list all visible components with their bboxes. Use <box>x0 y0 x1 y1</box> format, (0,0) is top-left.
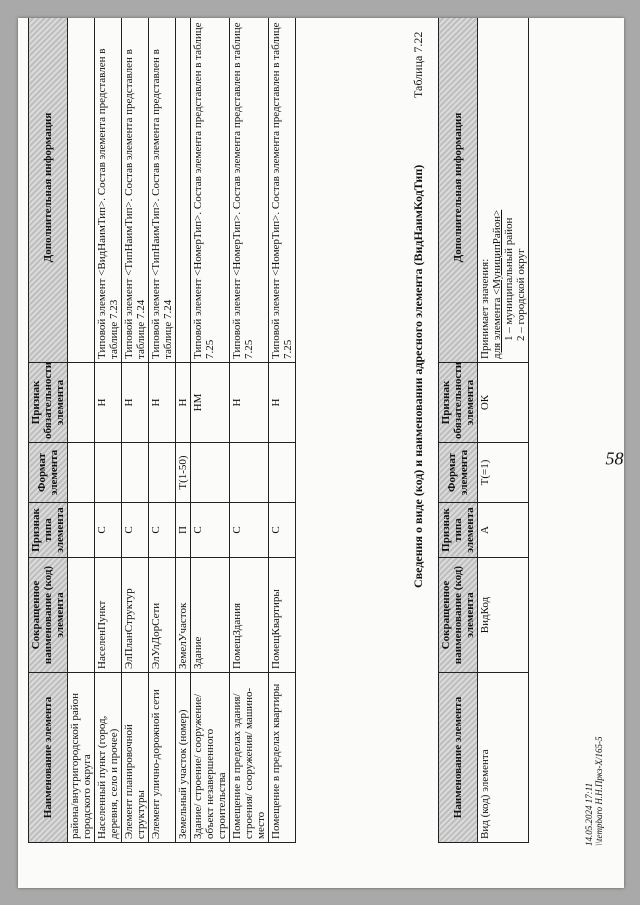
cell-code: ЭлПланСтруктур <box>122 558 149 673</box>
cell-name: Помещение в пределах здания/ строения/ сооружения/ машино-место <box>230 673 269 843</box>
cell-format <box>122 443 149 503</box>
cell-name: Помещение в пределах квартиры <box>269 673 296 843</box>
cell-code: ЗемелУчасток <box>176 558 191 673</box>
cell-format <box>230 443 269 503</box>
header-type: Признак типа элемента <box>29 503 68 558</box>
cell-type: С <box>191 503 230 558</box>
header-info: Дополнительная информация <box>439 18 478 363</box>
cell-info <box>478 18 529 363</box>
table-row <box>122 18 149 843</box>
cell-name: Элемент планировочной структуры <box>122 673 149 843</box>
cell-code: ЭлУлДорСети <box>149 558 176 673</box>
cell-required: ОК <box>478 363 529 443</box>
cell-format <box>68 443 95 503</box>
cell-required: Н <box>176 363 191 443</box>
footer-stamp <box>584 736 604 846</box>
cell-format <box>149 443 176 503</box>
cell-required: Н <box>95 363 122 443</box>
cell-type: С <box>149 503 176 558</box>
footer-path: \\tempbaro Н.Н.Пркз-Х/165-5 <box>594 736 604 846</box>
cell-info <box>68 18 95 363</box>
cell-type: С <box>230 503 269 558</box>
header-code: Сокращенное наименование (код) элемента <box>29 558 68 673</box>
address-elements-table <box>28 18 296 843</box>
cell-info: Типовой элемент <ТипНаимТип>. Состав элемента представлен в таблице 7.24 <box>149 18 176 363</box>
table-row <box>95 18 122 843</box>
cell-code: ПомещКвартиры <box>269 558 296 673</box>
cell-type: С <box>95 503 122 558</box>
cell-format <box>191 443 230 503</box>
info-line: для элемента <МуниципРайон> <box>491 209 503 359</box>
cell-name: Здание/ строение/ сооружение/ объект незавершенного строительства <box>191 673 230 843</box>
cell-required <box>68 363 95 443</box>
cell-required: Н <box>149 363 176 443</box>
cell-required: Н <box>269 363 296 443</box>
table-label: Таблица 7.22 <box>411 31 425 98</box>
cell-name: Земельный участок (номер) <box>176 673 191 843</box>
cell-name: Элемент улично-дорожной сети <box>149 673 176 843</box>
cell-format: T(1-50) <box>176 443 191 503</box>
header-format: Формат элемента <box>29 443 68 503</box>
vidnaimkod-table <box>438 18 529 843</box>
cell-code <box>68 558 95 673</box>
rotated-content <box>18 18 624 888</box>
cell-code: ПомещЗдания <box>230 558 269 673</box>
header-name: Наименование элемента <box>29 673 68 843</box>
table-row <box>68 18 95 843</box>
header-required: Признак обязательности элемента <box>29 363 68 443</box>
document-page <box>18 18 624 888</box>
info-line: Принимает значения: <box>479 258 491 359</box>
info-line: 2 – городской округ <box>515 248 527 341</box>
cell-format: T(=1) <box>478 443 529 503</box>
cell-required: Н <box>122 363 149 443</box>
table-header-row <box>29 18 68 843</box>
header-required: Признак обязательности элемента <box>439 363 478 443</box>
cell-info: Типовой элемент <ТипНаимТип>. Состав элемента представлен в таблице 7.24 <box>122 18 149 363</box>
cell-code: ВидКод <box>478 558 529 673</box>
footer-date: 14.05.2024 17:11 <box>584 782 594 846</box>
table-row <box>176 18 191 843</box>
cell-info: Типовой элемент <НомерТип>. Состав элемента представлен в таблице 7.25 <box>269 18 296 363</box>
cell-code: Здание <box>191 558 230 673</box>
cell-info: Типовой элемент <НомерТип>. Состав элемента представлен в таблице 7.25 <box>230 18 269 363</box>
cell-type: А <box>478 503 529 558</box>
table-row <box>149 18 176 843</box>
cell-format <box>269 443 296 503</box>
header-type: Признак типа элемента <box>439 503 478 558</box>
header-code: Сокращенное наименование (код) элемента <box>439 558 478 673</box>
table-row <box>269 18 296 843</box>
cell-required: НМ <box>191 363 230 443</box>
cell-name: района/внутригородской район городского округа <box>68 673 95 843</box>
table-row <box>478 18 529 843</box>
table-row <box>230 18 269 843</box>
info-line: 1 – муниципальный район <box>503 217 515 341</box>
cell-code: НаселенПункт <box>95 558 122 673</box>
cell-type: П <box>176 503 191 558</box>
cell-required: Н <box>230 363 269 443</box>
cell-info: Типовой элемент <ВидНаимТип>. Состав элемента представлен в таблице 7.23 <box>95 18 122 363</box>
cell-info: Типовой элемент <НомерТип>. Состав элемента представлен в таблице 7.25 <box>191 18 230 363</box>
header-info: Дополнительная информация <box>29 18 68 363</box>
table-row <box>191 18 230 843</box>
header-name: Наименование элемента <box>439 673 478 843</box>
cell-type: С <box>122 503 149 558</box>
table-caption: Сведения о виде (код) и наименовании адресного элемента (ВидНаимКодТип) <box>411 164 425 588</box>
cell-format <box>95 443 122 503</box>
page-number: 58 <box>605 448 624 469</box>
header-format: Формат элемента <box>439 443 478 503</box>
table-header-row <box>439 18 478 843</box>
cell-type: С <box>269 503 296 558</box>
cell-info <box>176 18 191 363</box>
cell-type <box>68 503 95 558</box>
cell-name: Населенный пункт (город, деревня, село и прочее) <box>95 673 122 843</box>
cell-name: Вид (код) элемента <box>478 673 529 843</box>
